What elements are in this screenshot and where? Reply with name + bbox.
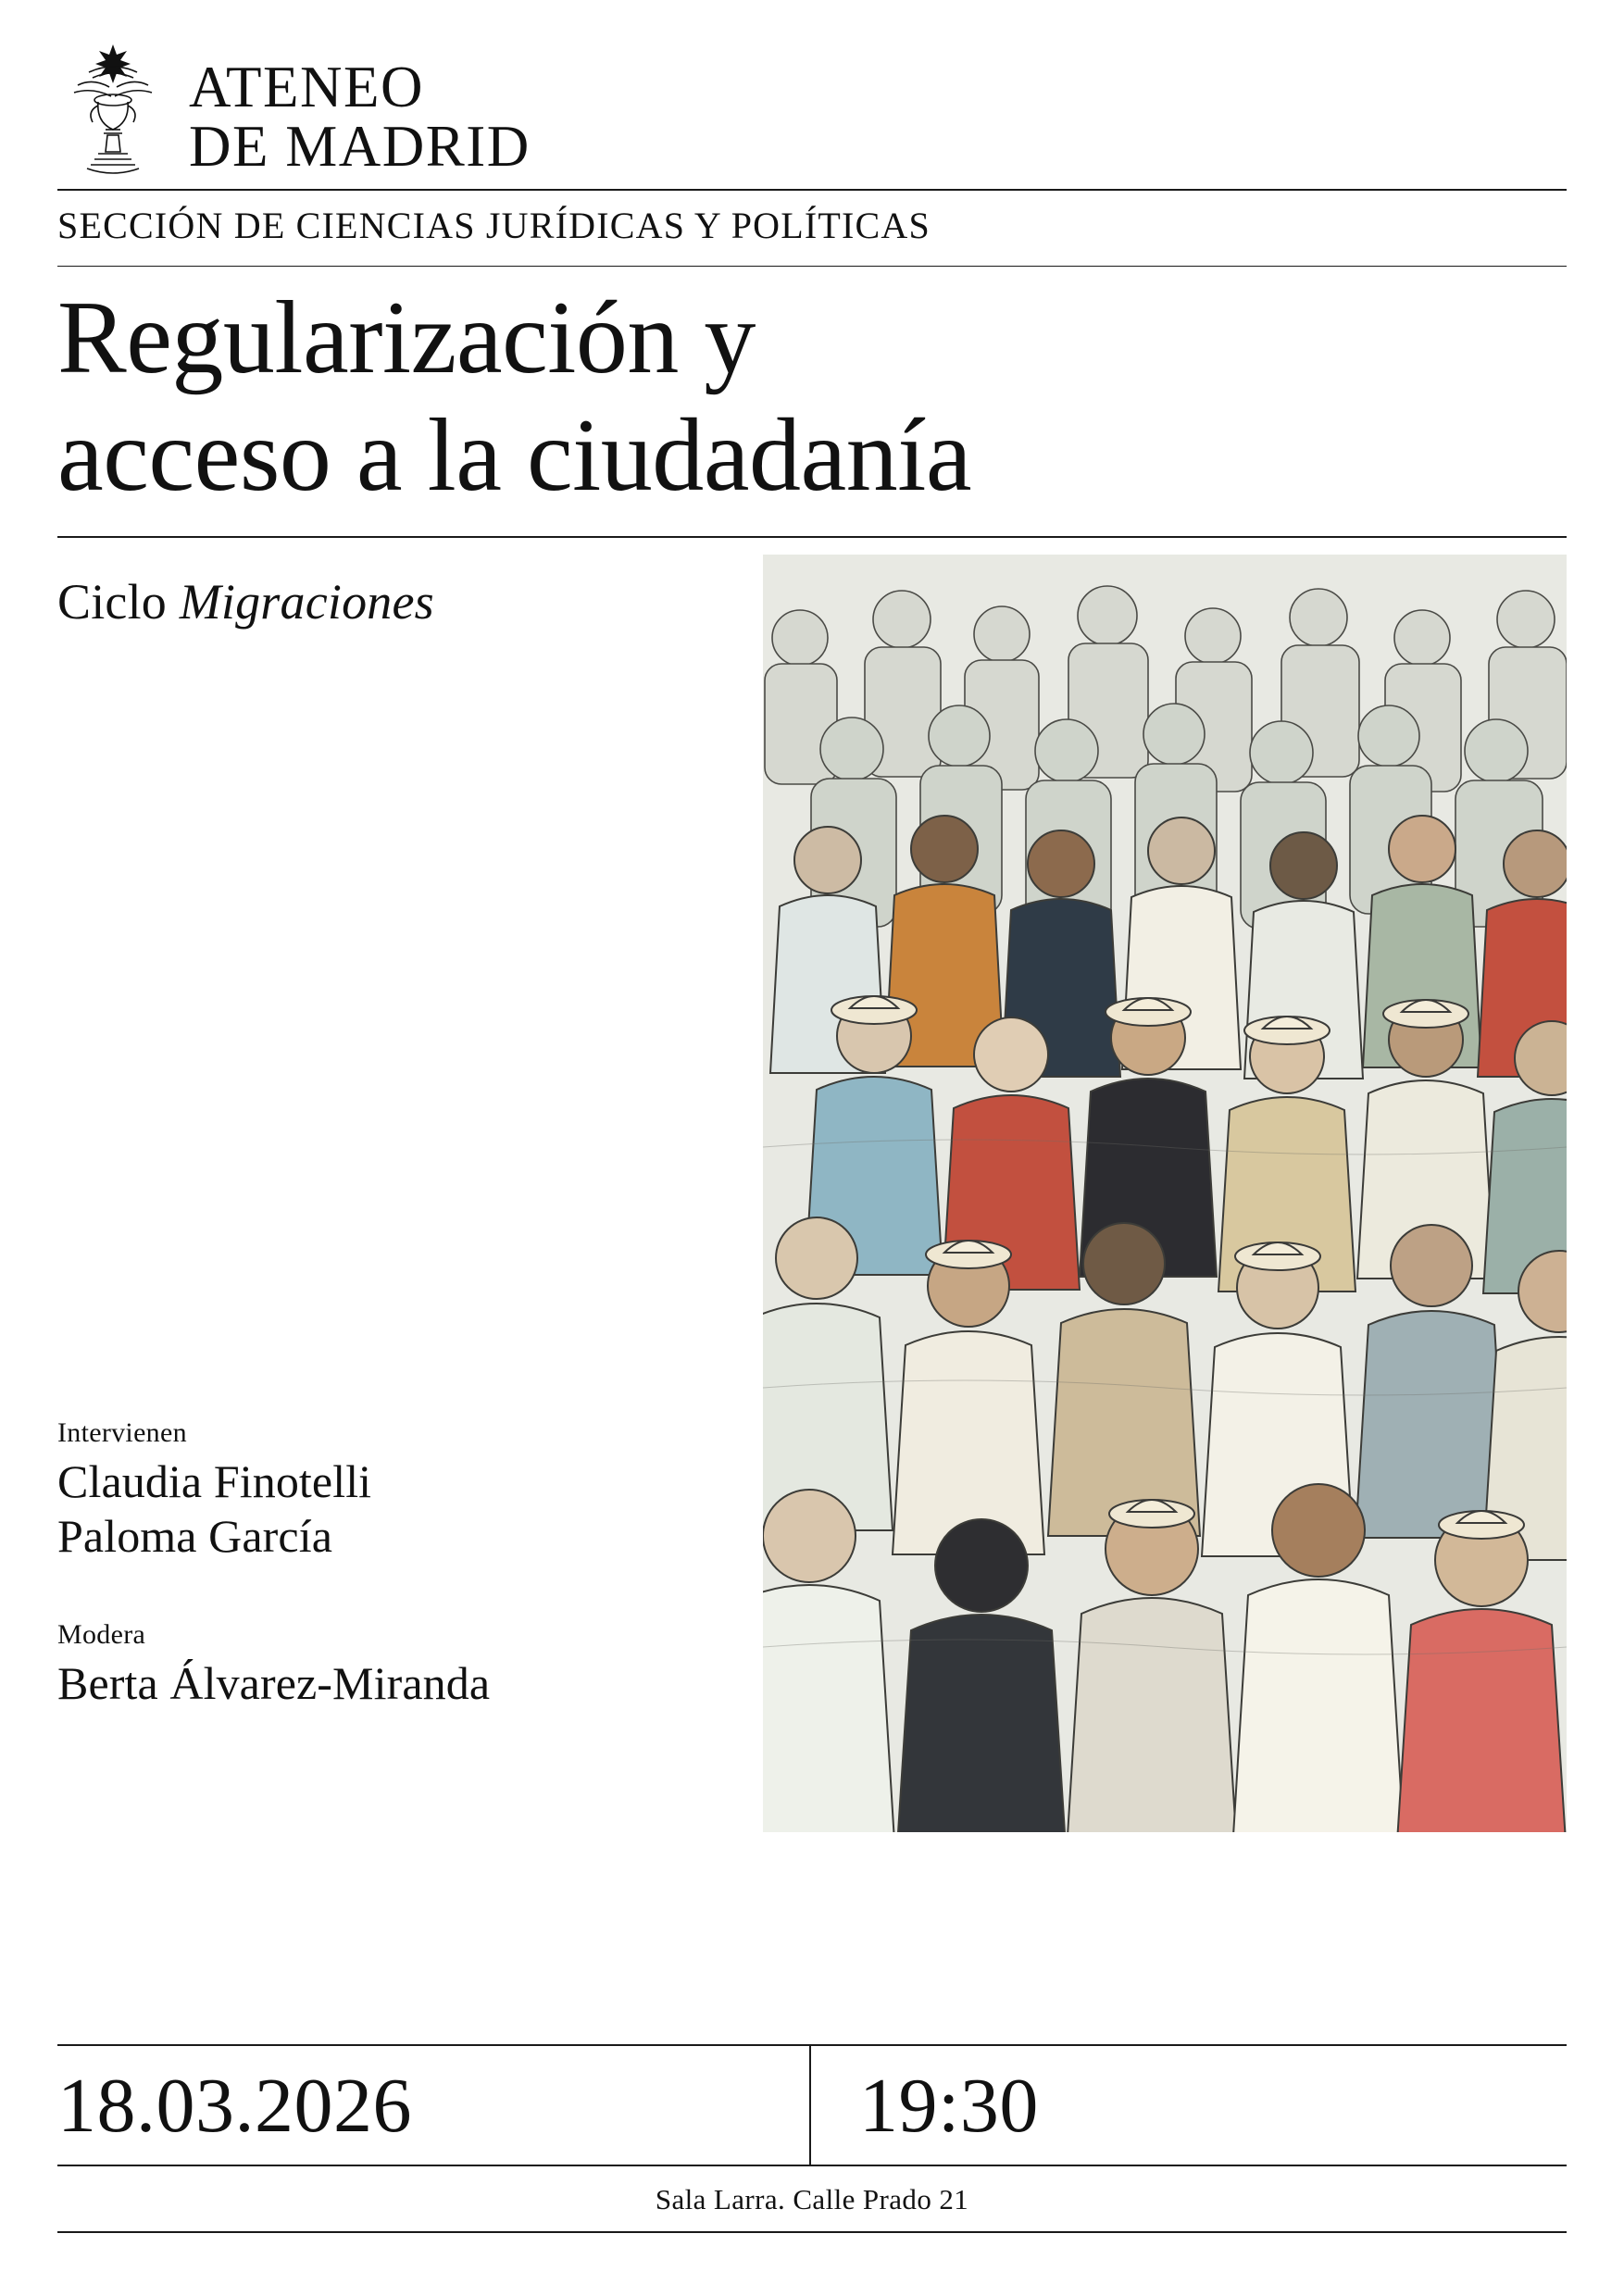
participants-block: [57, 1417, 706, 1711]
event-date: 18.03.2026: [57, 2062, 412, 2149]
poster-footer: [57, 2044, 1567, 2233]
series-name: Migraciones: [179, 574, 434, 630]
poster-content: [57, 26, 1567, 2266]
page-title: [57, 267, 1567, 523]
moderator-role-label: Modera: [57, 1619, 146, 1651]
org-name-line-1: ATENEO: [189, 55, 424, 119]
poster-body: [57, 538, 1567, 1769]
moderator-name: Berta Álvarez-Miranda: [57, 1657, 491, 1710]
event-datetime: [57, 2044, 1567, 2166]
crowd-illustration: [763, 555, 1567, 1832]
title-line-1: Regularización y: [57, 281, 756, 395]
event-time: 19:30: [809, 2046, 1567, 2165]
organization-name: [189, 39, 531, 179]
org-name-line-2: DE MADRID: [189, 113, 531, 179]
footer-divider: [57, 2231, 1567, 2233]
speaker-name: Paloma García: [57, 1510, 333, 1563]
section-title: SECCIÓN DE CIENCIAS JURÍDICAS Y POLÍTICAS: [57, 205, 931, 246]
speakers-role-label: Intervienen: [57, 1417, 187, 1449]
event-venue: Sala Larra. Calle Prado 21: [655, 2183, 969, 2215]
series-prefix: Ciclo: [57, 574, 180, 630]
poster-header: [57, 26, 1567, 178]
ateneo-crest-icon: [57, 39, 169, 178]
participants-spacer: [57, 1564, 706, 1619]
speaker-name: Claudia Finotelli: [57, 1455, 372, 1508]
title-line-2: acceso a la ciudadanía: [57, 397, 972, 513]
